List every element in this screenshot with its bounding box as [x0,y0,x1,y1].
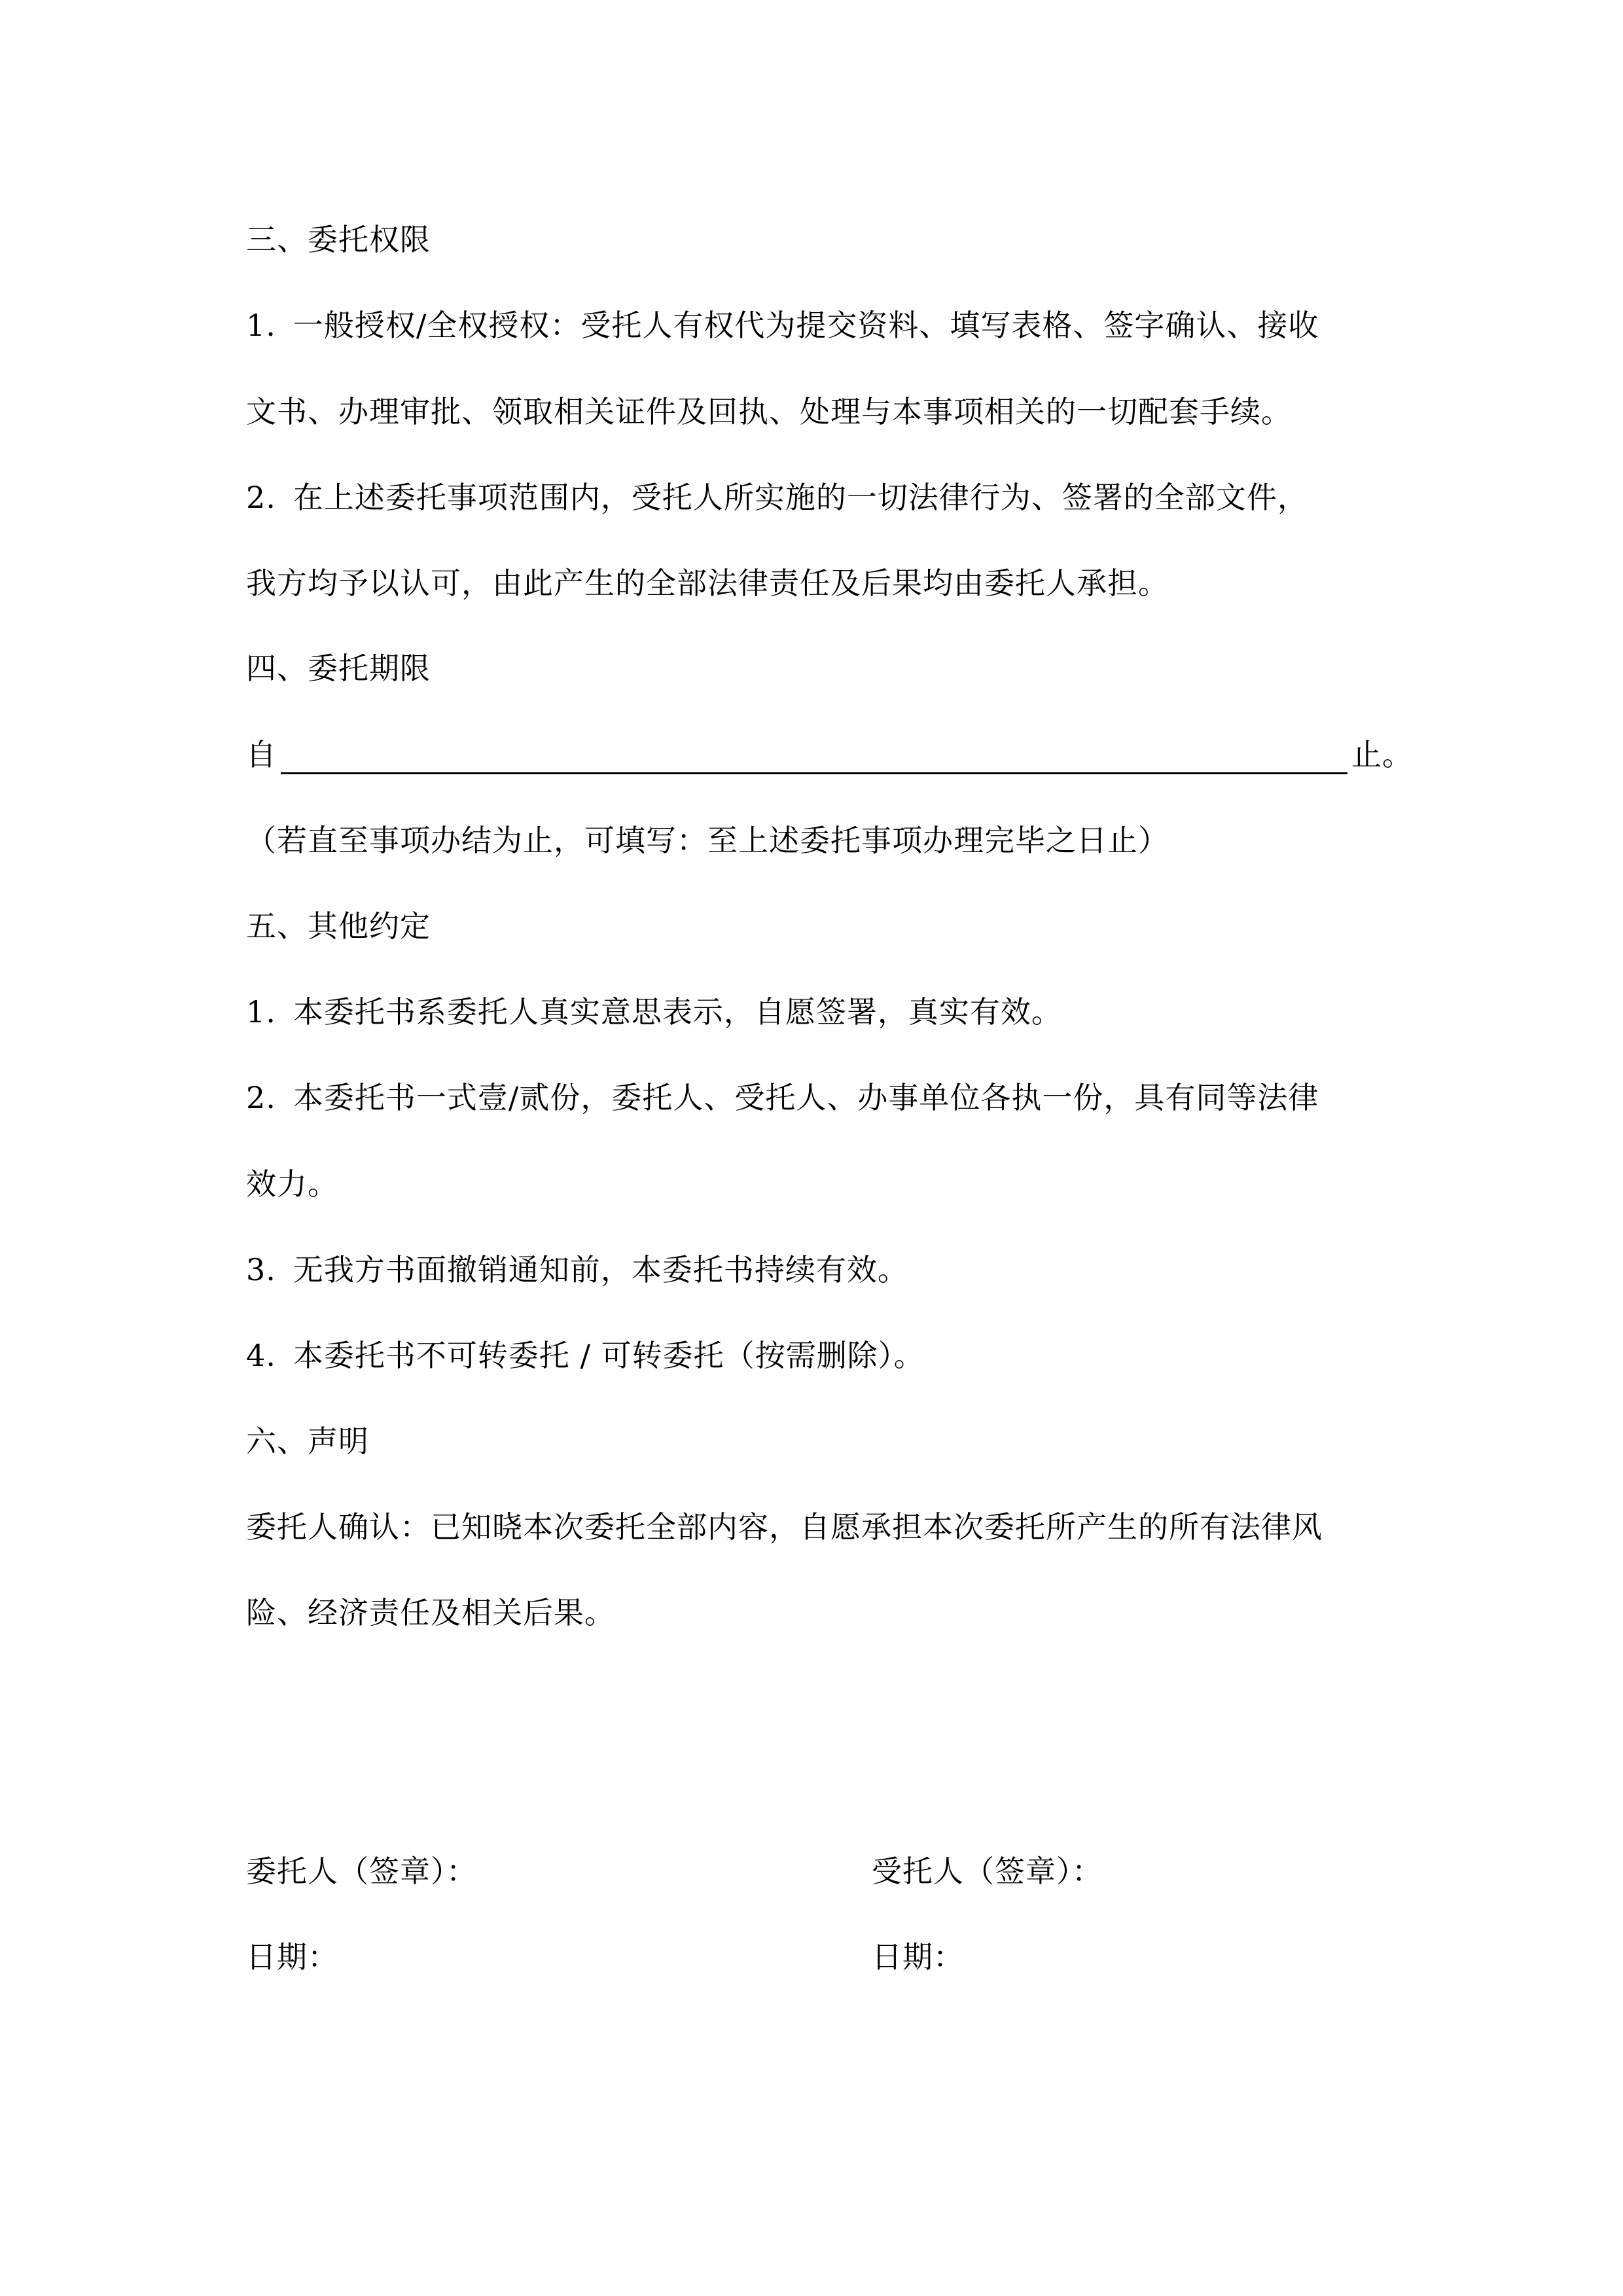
authority-item-2-line-2: 我方均予以认可，由此产生的全部法律责任及后果均由委托人承担。 [246,565,1169,601]
authority-item-2-text: 在上述委托事项范围内，受托人所实施的一切法律行为、签署的全部文件， [293,480,1308,515]
agent-signature-label: 受托人（签章）： [872,1854,1103,1889]
authority-item-1-number: 1. [246,308,276,343]
section-heading-declaration: 六、声明 [246,1424,369,1459]
other-item-2-line-2: 效力。 [246,1166,338,1202]
other-item-3-text: 无我方书面撤销通知前，本委托书持续有效。 [293,1252,908,1287]
other-item-4-text: 本委托书不可转委托 / 可转委托（按需删除）。 [293,1338,925,1373]
section-heading-period: 四、委托期限 [246,651,431,686]
period-suffix: 止。 [1351,737,1413,772]
section-heading-other: 五、其他约定 [246,908,431,944]
other-item-2-line-1 [246,1078,1319,1117]
other-item-1-text: 本委托书系委托人真实意思表示，自愿签署，真实有效。 [293,994,1062,1030]
other-item-2-text: 本委托书一式壹/贰份，委托人、受托人、办事单位各执一份，具有同等法律 [293,1080,1319,1115]
other-item-1 [246,992,1062,1031]
declaration-line-1: 委托人确认：已知晓本次委托全部内容，自愿承担本次委托所产生的所有法律风 [246,1509,1323,1545]
other-item-3-number: 3. [246,1252,276,1287]
declaration-line-2: 险、经济责任及相关后果。 [246,1595,615,1630]
agent-date-label: 日期： [872,1939,964,1975]
period-prefix: 自 [246,737,277,772]
authority-item-1-text: 一般授权/全权授权：受托人有权代为提交资料、填写表格、签字确认、接收 [293,308,1319,343]
period-fill-in-field[interactable] [281,741,1347,774]
period-line [246,735,1413,774]
principal-signature-label: 委托人（签章）： [246,1854,477,1889]
other-item-4-number: 4. [246,1338,276,1373]
other-item-4 [246,1336,925,1375]
other-item-2-number: 2. [246,1080,276,1115]
section-heading-authority: 三、委托权限 [246,222,431,257]
authority-item-1-line-1 [246,306,1319,345]
principal-date-label: 日期： [246,1939,338,1975]
authority-item-2-line-1 [246,478,1308,517]
other-item-1-number: 1. [246,994,276,1030]
authority-item-2-number: 2. [246,480,276,515]
other-item-3 [246,1250,908,1289]
period-note: （若直至事项办结为止，可填写：至上述委托事项办理完毕之日止） [246,823,1169,858]
authority-item-1-line-2: 文书、办理审批、领取相关证件及回执、处理与本事项相关的一切配套手续。 [246,394,1292,429]
